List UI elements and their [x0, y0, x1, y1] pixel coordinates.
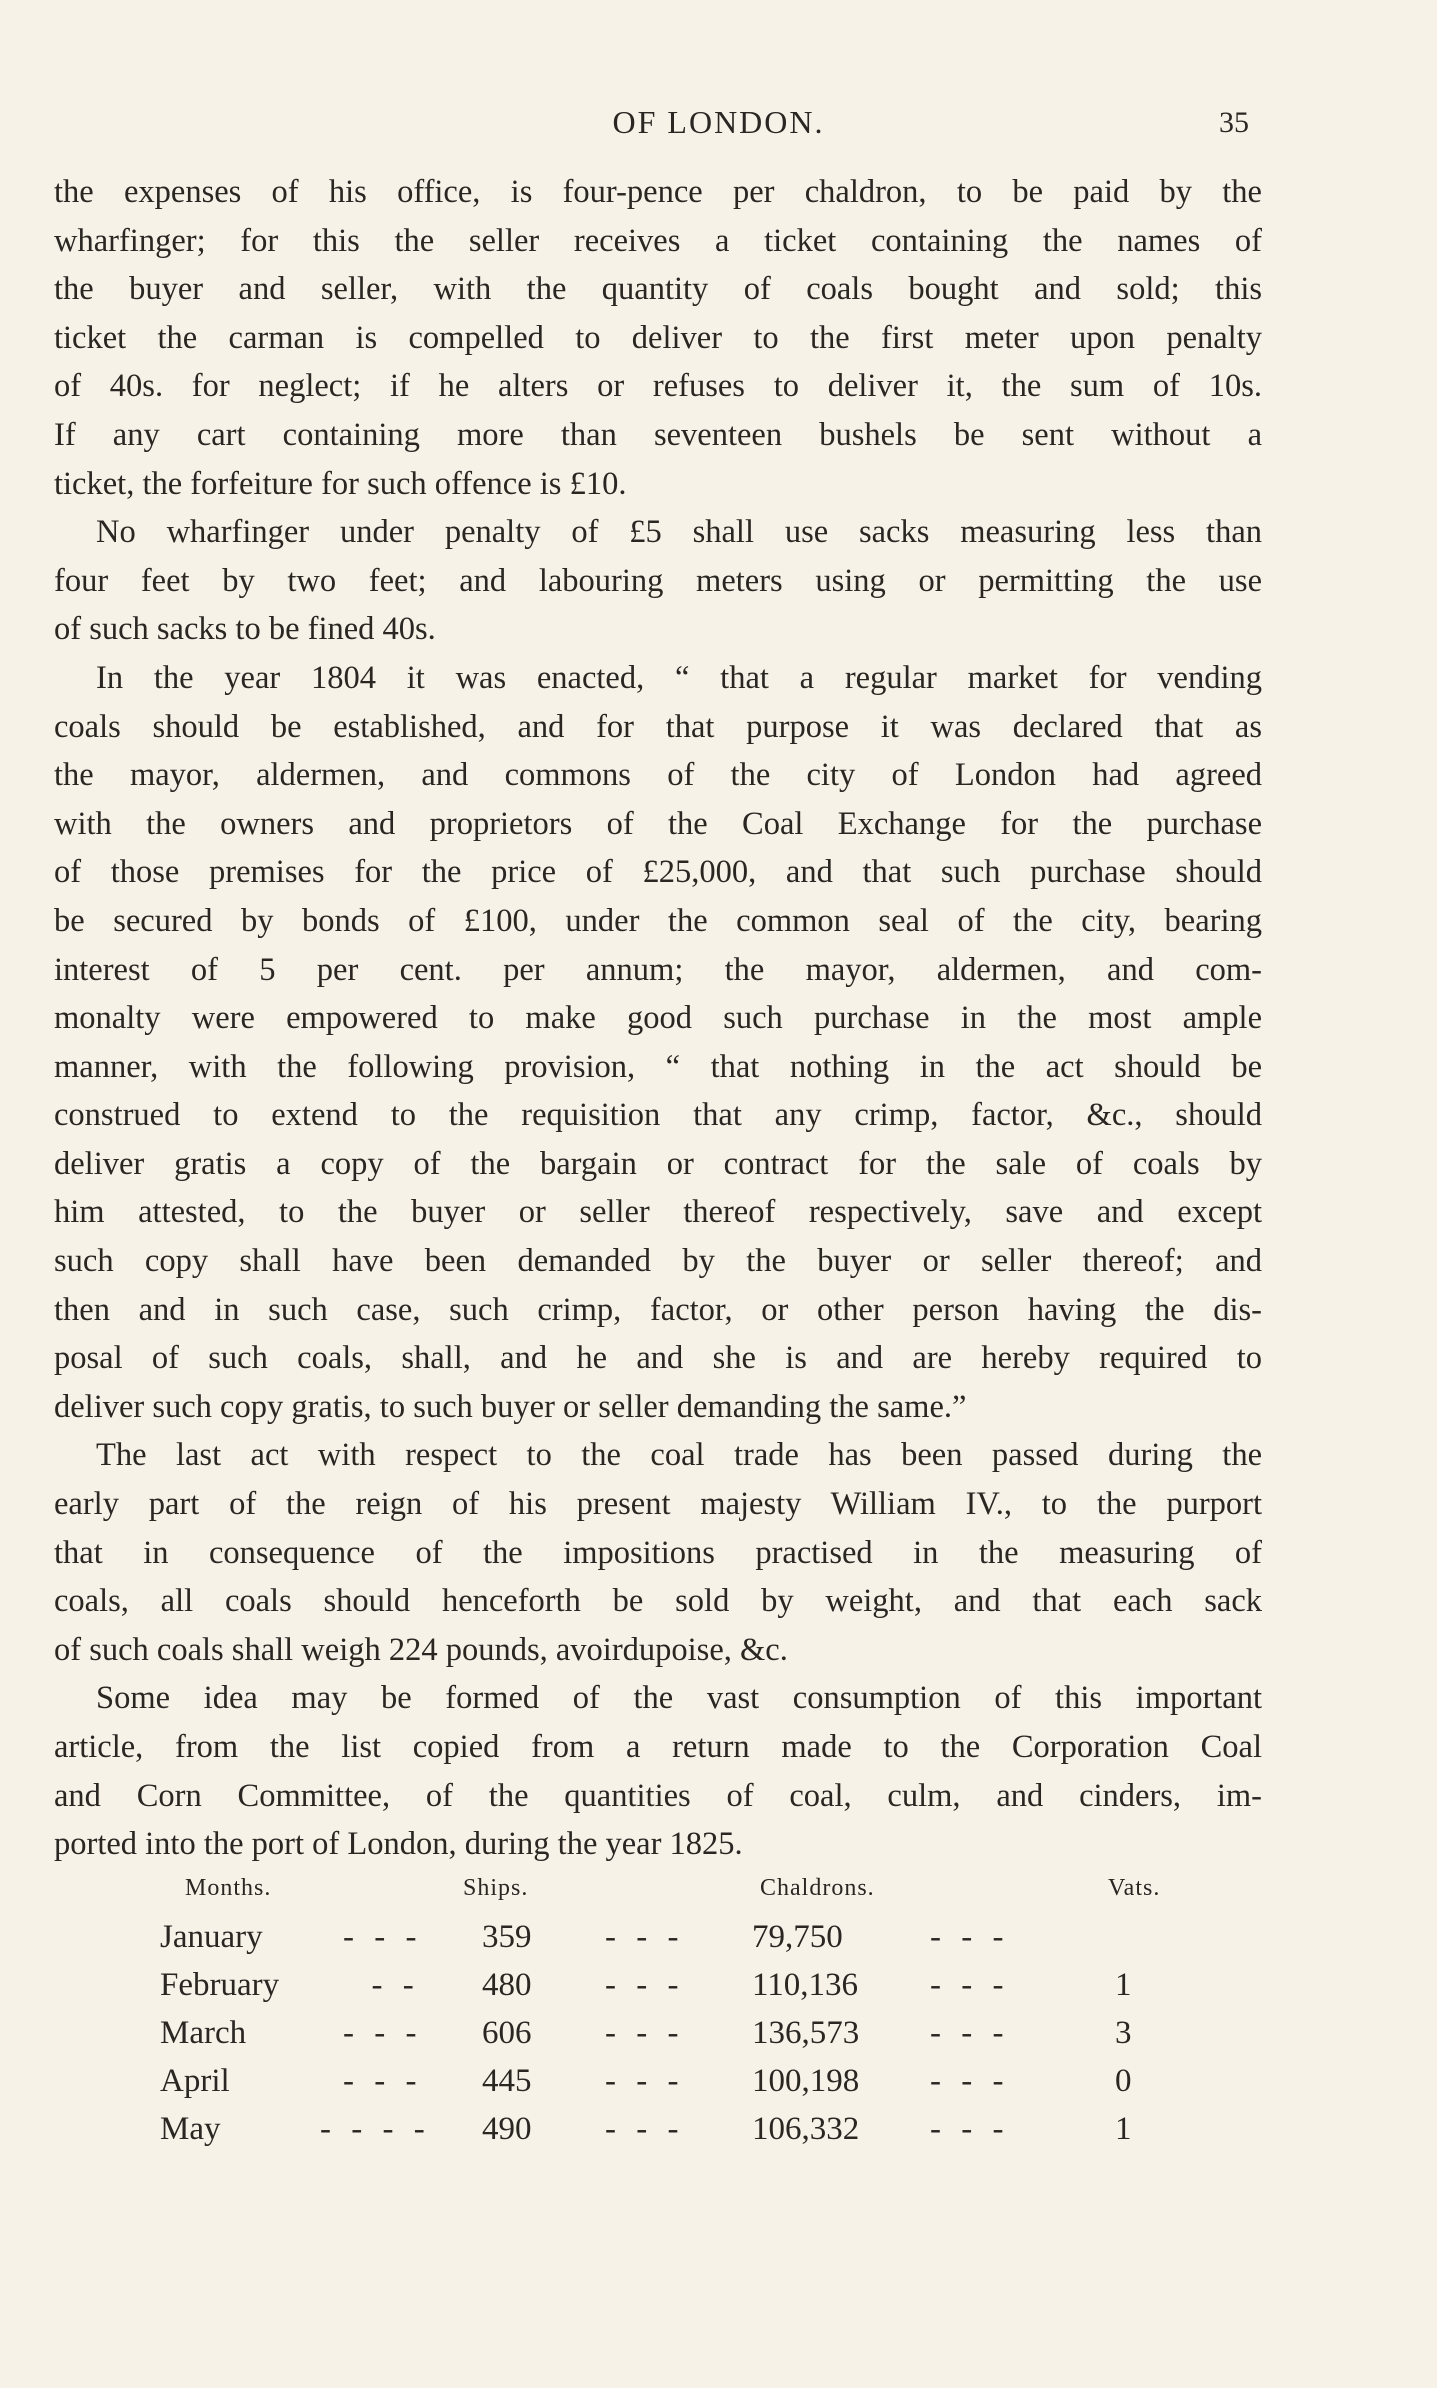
table-row — [160, 2015, 1220, 2063]
cell-ships: 445 — [482, 2063, 532, 2099]
text-line: The last act with respect to the coal trade has been passed during the — [96, 1437, 1262, 1474]
leader-dots: - - - — [605, 1967, 685, 2003]
page-number: 35 — [1219, 106, 1249, 139]
cell-vats: 1 — [1115, 2111, 1132, 2147]
text-line: No wharfinger under penalty of £5 shall use sacks measuring less than — [96, 514, 1262, 551]
leader-dots: - - - — [343, 1919, 423, 1955]
running-head — [0, 104, 1437, 154]
table-row — [160, 1967, 1220, 2015]
leader-dots: - - - - — [320, 2111, 431, 2147]
text-line: him attested, to the buyer or seller thereof respectively, save and except — [54, 1194, 1262, 1231]
cell-ships: 480 — [482, 1967, 532, 2003]
cell-month: February — [160, 1967, 280, 2003]
leader-dots: - - - — [605, 2015, 685, 2051]
leader-dots: - - - — [343, 2063, 423, 2099]
text-line: monalty were empowered to make good such purchase in the most ample — [54, 1000, 1262, 1037]
text-line: early part of the reign of his present majesty William IV., to the purport — [54, 1486, 1262, 1523]
leader-dots: - - - — [930, 2111, 1010, 2147]
body-text — [54, 168, 1262, 1869]
text-line: deliver gratis a copy of the bargain or contract for the sale of coals by — [54, 1145, 1262, 1182]
table-row — [160, 2063, 1220, 2111]
running-title: OF LONDON. — [612, 104, 825, 140]
table-row — [160, 1919, 1220, 1967]
cell-month: April — [160, 2063, 230, 2099]
text-line: the buyer and seller, with the quantity of coals bought and sold; this — [54, 271, 1262, 308]
header-chaldrons: Chaldrons. — [760, 1875, 875, 1901]
table-row — [160, 2111, 1220, 2159]
leader-dots: - - - — [343, 2015, 423, 2051]
cell-chaldrons: 110,136 — [752, 1967, 859, 2003]
leader-dots: - - - — [930, 1919, 1010, 1955]
text-line: then and in such case, such crimp, factor, or other person having the dis- — [54, 1291, 1262, 1328]
leader-dots: - - - — [605, 1919, 685, 1955]
text-line: and Corn Committee, of the quantities of coal, culm, and cinders, im- — [54, 1777, 1262, 1814]
text-line: posal of such coals, shall, and he and she is and are hereby required to — [54, 1340, 1262, 1377]
text-line: coals should be established, and for that purpose it was declared that as — [54, 708, 1262, 745]
text-line: manner, with the following provision, “ that nothing in the act should be — [54, 1048, 1262, 1085]
cell-ships: 359 — [482, 1919, 532, 1955]
cell-ships: 490 — [482, 2111, 532, 2147]
text-line: of 40s. for neglect; if he alters or refuses to deliver it, the sum of 10s. — [54, 368, 1262, 405]
text-line: ported into the port of London, during the year 1825. — [54, 1826, 743, 1863]
text-line: coals, all coals should henceforth be sold by weight, and that each sack — [54, 1583, 1262, 1620]
cell-chaldrons: 79,750 — [752, 1919, 843, 1955]
cell-chaldrons: 136,573 — [752, 2015, 860, 2051]
text-line: article, from the list copied from a return made to the Corporation Coal — [54, 1729, 1262, 1765]
cell-ships: 606 — [482, 2015, 532, 2051]
cell-vats: 0 — [1115, 2063, 1132, 2099]
text-line: the expenses of his office, is four-pence per chaldron, to be paid by the — [54, 174, 1262, 210]
header-vats: Vats. — [1108, 1875, 1161, 1901]
cell-month: January — [160, 1919, 263, 1955]
coal-import-table — [160, 1875, 1220, 2159]
text-line: ticket, the forfeiture for such offence is £10. — [54, 465, 627, 502]
leader-dots: - - - — [605, 2063, 685, 2099]
text-line: wharfinger; for this the seller receives a ticket containing the names of — [54, 222, 1262, 259]
text-line: of such coals shall weigh 224 pounds, avoirdupoise, &c. — [54, 1631, 788, 1668]
table-header — [160, 1875, 1220, 1919]
text-line: with the owners and proprietors of the Coal Exchange for the purchase — [54, 805, 1262, 842]
cell-vats: 3 — [1115, 2015, 1132, 2051]
text-line: In the year 1804 it was enacted, “ that a regular market for vending — [96, 659, 1262, 696]
cell-month: March — [160, 2015, 247, 2051]
leader-dots: - - - — [930, 2015, 1010, 2051]
text-line: Some idea may be formed of the vast consumption of this important — [96, 1680, 1262, 1717]
text-line: If any cart containing more than seventeen bushels be sent without a — [54, 416, 1262, 453]
text-line: of such sacks to be fined 40s. — [54, 611, 436, 648]
leader-dots: - - - — [930, 2063, 1010, 2099]
header-months: Months. — [185, 1875, 272, 1901]
text-line: ticket the carman is compelled to deliver to the first meter upon penalty — [54, 319, 1262, 356]
text-line: such copy shall have been demanded by the buyer or seller thereof; and — [54, 1243, 1262, 1280]
cell-vats: 1 — [1115, 1967, 1132, 2003]
leader-dots: - - - — [605, 2111, 685, 2147]
text-line: interest of 5 per cent. per annum; the mayor, aldermen, and com- — [54, 951, 1262, 988]
text-line: four feet by two feet; and labouring meters using or permitting the use — [54, 562, 1262, 599]
text-line: of those premises for the price of £25,000, and that such purchase should — [54, 854, 1262, 891]
text-line: construed to extend to the requisition that any crimp, factor, &c., should — [54, 1097, 1262, 1134]
text-line: be secured by bonds of £100, under the common seal of the city, bearing — [54, 902, 1262, 939]
leader-dots: - - - — [930, 1967, 1010, 2003]
cell-month: May — [160, 2111, 221, 2147]
header-ships: Ships. — [463, 1875, 529, 1901]
cell-chaldrons: 106,332 — [752, 2111, 860, 2147]
text-line: deliver such copy gratis, to such buyer or seller demanding the same.” — [54, 1388, 967, 1425]
text-line: the mayor, aldermen, and commons of the city of London had agreed — [54, 757, 1262, 794]
text-line: that in consequence of the impositions practised in the measuring of — [54, 1534, 1262, 1571]
cell-chaldrons: 100,198 — [752, 2063, 860, 2099]
leader-dots: - - — [343, 1967, 420, 2003]
